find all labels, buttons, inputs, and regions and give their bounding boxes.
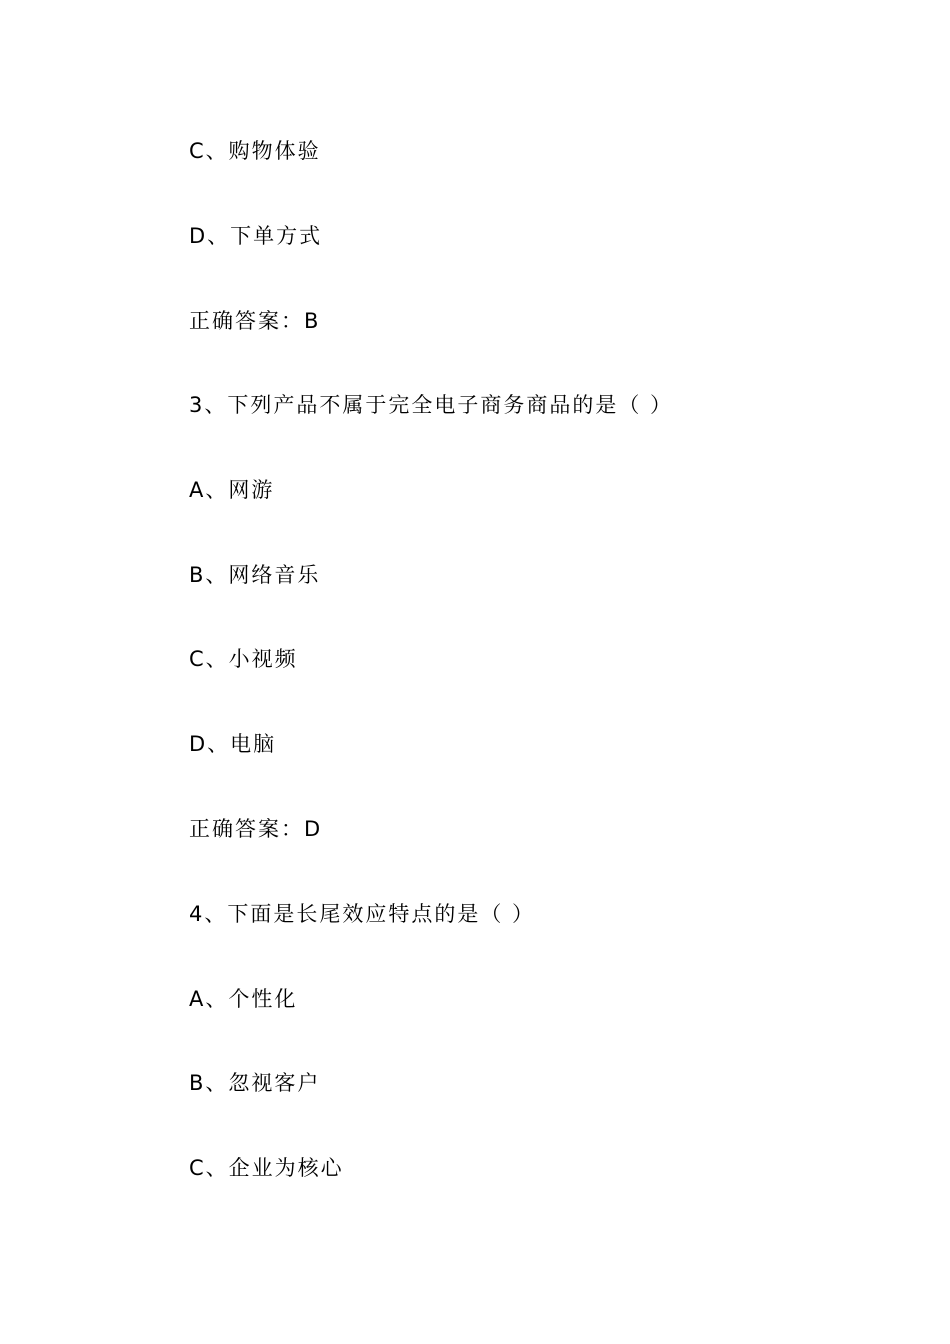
answer-q3: 正确答案：D [189, 817, 323, 841]
option-d-q3: D、电脑 [189, 732, 277, 756]
option-c-q2: C、购物体验 [189, 139, 321, 163]
option-d-q2: D、下单方式 [189, 224, 323, 248]
option-b-q3: B、网络音乐 [189, 563, 321, 587]
option-a-q4: A、个性化 [189, 987, 298, 1011]
option-b-q4: B、忽视客户 [189, 1071, 321, 1095]
option-c-q3: C、小视频 [189, 647, 298, 671]
option-a-q3: A、网游 [189, 478, 275, 502]
question-4: 4、下面是长尾效应特点的是（ ） [189, 902, 536, 926]
answer-q2: 正确答案：B [189, 309, 321, 333]
question-3: 3、下列产品不属于完全电子商务商品的是（ ） [189, 393, 674, 417]
option-c-q4: C、企业为核心 [189, 1156, 344, 1180]
